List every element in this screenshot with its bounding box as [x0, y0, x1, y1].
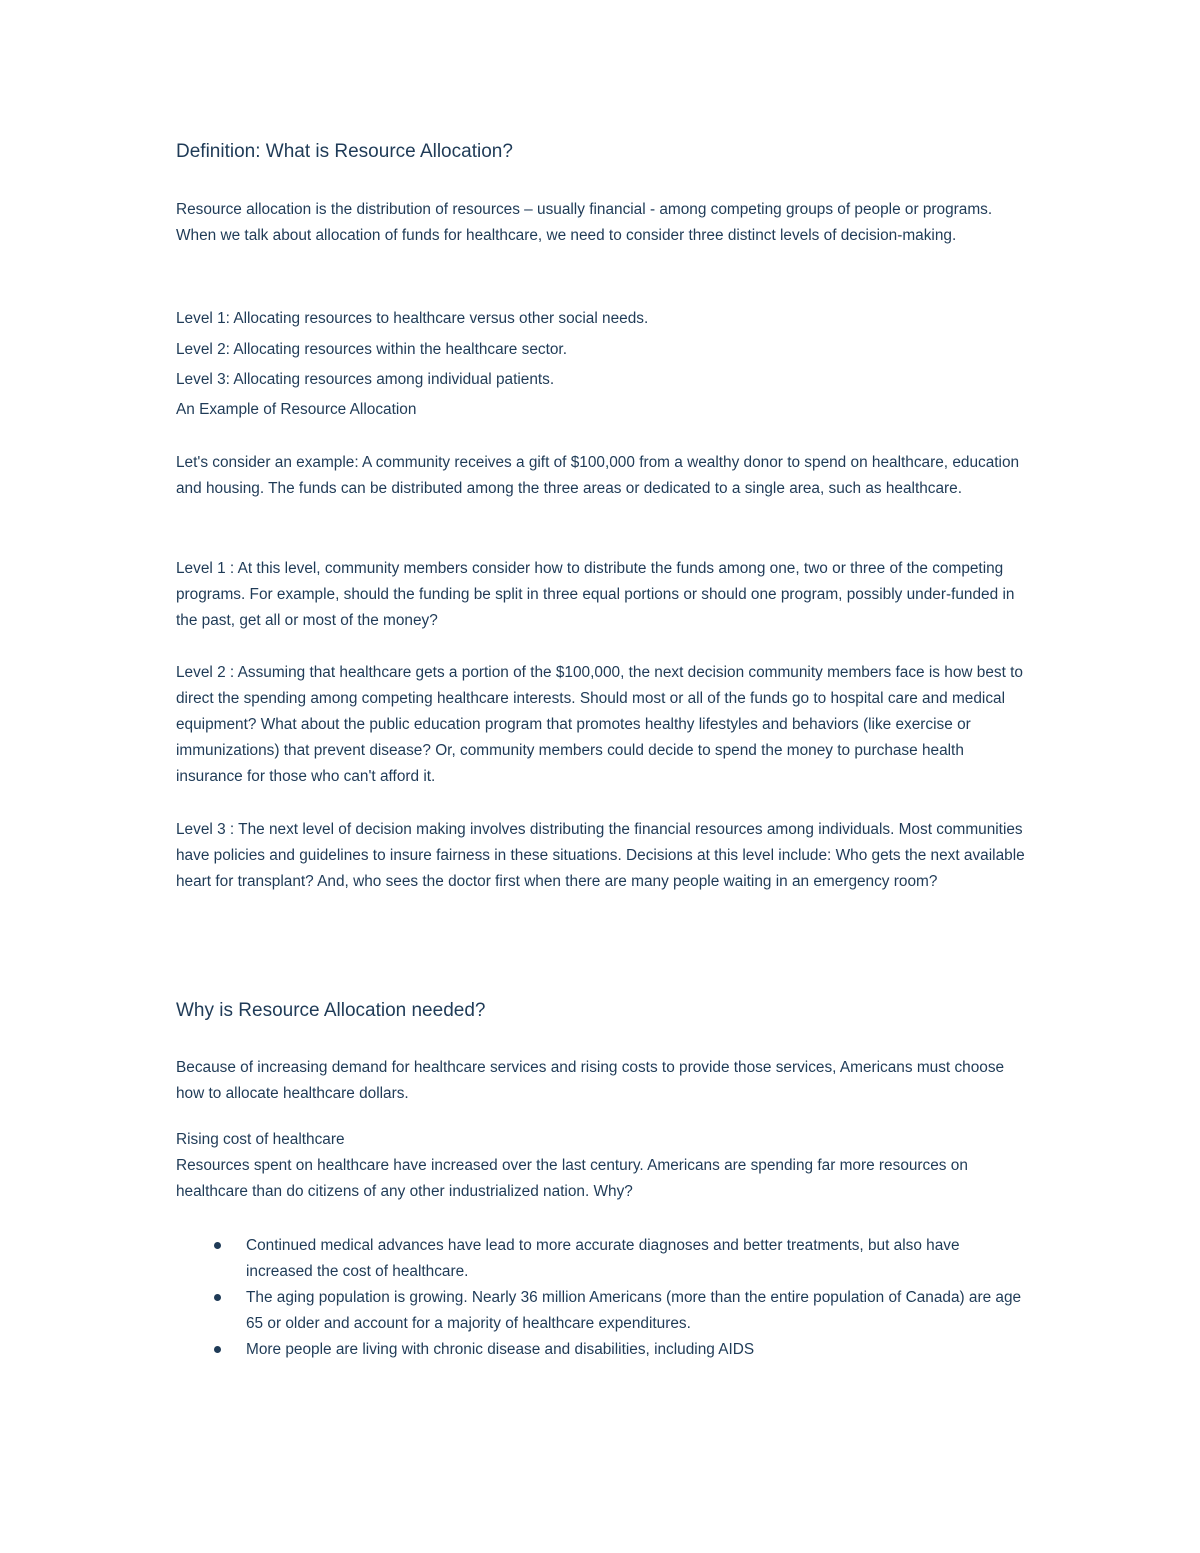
level-2-paragraph: Level 2 : Assuming that healthcare gets a portion of the $100,000, the next decision community members face is how best to direct the spending among competing healthcare interests. Should most or all of the funds go to hospital care and medical equipment? What about the public education program that promotes healthy lifestyles and behaviors (like exercise or immunizations) that prevent disease? Or, community members could decide to spend the money to purchase health insurance for those who can't afford it. — [176, 664, 1023, 785]
level-1-paragraph: Level 1 : At this level, community members consider how to distribute the funds among one, two or three of the competing programs. For example, should the funding be split in three equal portions or should one program, possibly under-funded in the past, get all or most of the money? — [176, 560, 1015, 629]
list-item-text: Continued medical advances have lead to more accurate diagnoses and better treatments, but also have increased the cost of healthcare. — [246, 1237, 960, 1280]
level-1-summary: Level 1: Allocating resources to healthcare versus other social needs. — [176, 310, 649, 327]
list-item — [176, 1285, 1026, 1337]
list-item-text: The aging population is growing. Nearly 36 million Americans (more than the entire population of Canada) are age 65 or older and account for a majority of healthcare expenditures. — [246, 1289, 1022, 1332]
level-2-summary: Level 2: Allocating resources within the healthcare sector. — [176, 341, 567, 358]
level-3-summary: Level 3: Allocating resources among individual patients. — [176, 371, 555, 388]
example-intro-paragraph: Let's consider an example: A community receives a gift of $100,000 from a wealthy donor to spend on healthcare, education and housing. The funds can be distributed among the three areas or dedicated to a single area, such as healthcare. — [176, 454, 1020, 497]
reasons-list — [176, 1233, 1026, 1363]
list-item — [176, 1337, 1026, 1363]
bullet-icon — [214, 1294, 221, 1301]
section-heading-definition: Definition: What is Resource Allocation? — [176, 141, 513, 162]
bullet-icon — [214, 1242, 221, 1249]
list-item — [176, 1233, 1026, 1285]
rising-cost-paragraph: Resources spent on healthcare have increased over the last century. Americans are spending far more resources on healthcare than do citizens of any other industrialized nation. Why? — [176, 1157, 968, 1200]
why-intro-paragraph: Because of increasing demand for healthcare services and rising costs to provide those services, Americans must choose how to allocate healthcare dollars. — [176, 1059, 1005, 1102]
list-item-text: More people are living with chronic disease and disabilities, including AIDS — [246, 1341, 755, 1358]
level-3-paragraph: Level 3 : The next level of decision making involves distributing the financial resources among individuals. Most communities have policies and guidelines to insure fairness in these situations. Decisions at this level include: Who gets the next available heart for transplant? And, who sees the doctor first when there are many people waiting in an emergency room? — [176, 821, 1025, 890]
example-title: An Example of Resource Allocation — [176, 401, 417, 418]
rising-cost-subheading: Rising cost of healthcare — [176, 1131, 345, 1148]
section-heading-why: Why is Resource Allocation needed? — [176, 1000, 486, 1021]
definition-paragraph: Resource allocation is the distribution of resources – usually financial - among competing groups of people or programs. When we talk about allocation of funds for healthcare, we need to consider three distinct levels of decision-making. — [176, 201, 993, 244]
bullet-icon — [214, 1346, 221, 1353]
